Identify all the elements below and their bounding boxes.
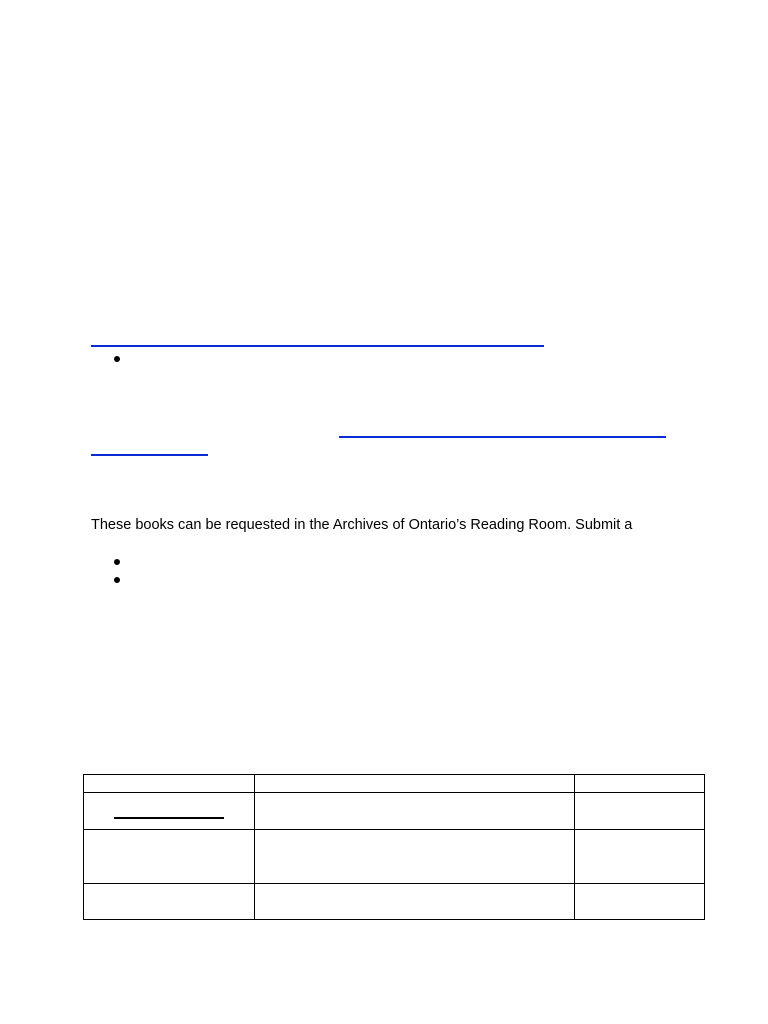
- table-row: [84, 884, 705, 920]
- table-cell: [575, 830, 705, 884]
- bullet-point-3: [114, 577, 120, 583]
- table-cell: [84, 775, 255, 793]
- paragraph-reading-room: These books can be requested in the Archives of Ontario’s Reading Room. Submit a: [91, 517, 633, 533]
- bullet-point-1: [114, 356, 120, 362]
- table-cell: [84, 830, 255, 884]
- hyperlink-underline-2b[interactable]: [91, 454, 208, 456]
- table-cell: [575, 793, 705, 830]
- table-cell: [255, 884, 575, 920]
- bullet-point-2: [114, 559, 120, 565]
- table-cell: [84, 884, 255, 920]
- table-cell: [575, 775, 705, 793]
- table-header-row: [84, 775, 705, 793]
- table-row: [84, 793, 705, 830]
- table-cell: [255, 775, 575, 793]
- hyperlink-underline-2a[interactable]: [339, 436, 666, 438]
- hyperlink-underline-1[interactable]: [91, 345, 544, 347]
- table-cell: [255, 830, 575, 884]
- table-cell: [84, 793, 255, 830]
- table-cell: [255, 793, 575, 830]
- table-cell: [575, 884, 705, 920]
- table-row: [84, 830, 705, 884]
- records-table: [83, 774, 705, 920]
- cell-underline[interactable]: [114, 817, 224, 819]
